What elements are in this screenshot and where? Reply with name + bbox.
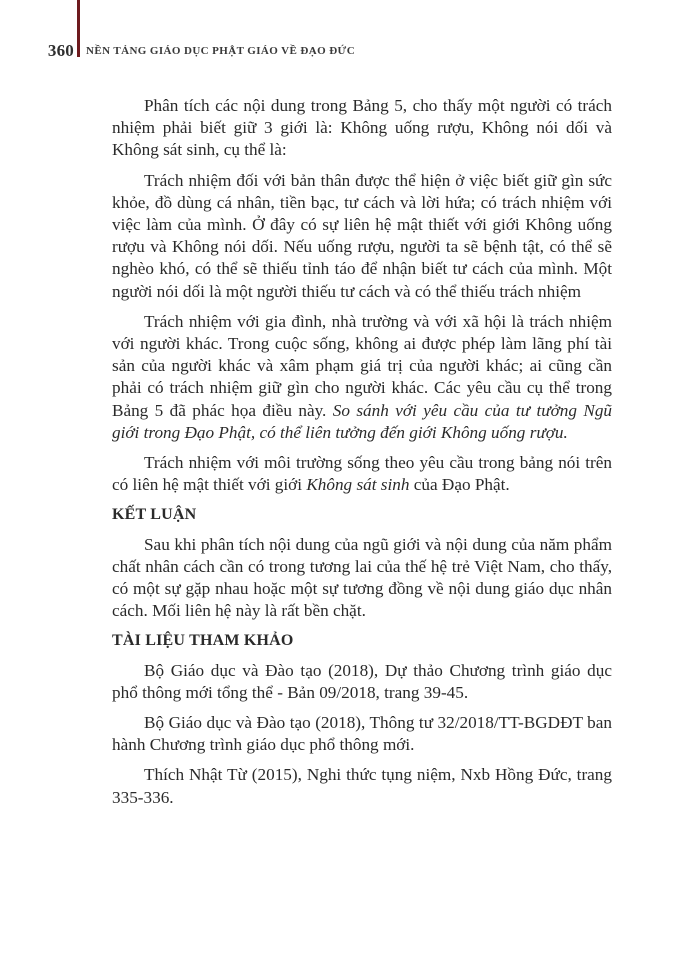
paragraph-text: Trách nhiệm với môi trường sống theo yêu cầu trong bảng nói trên có liên hệ mật thiết với giới xyxy=(112,453,612,495)
paragraph-text: của Đạo Phật. xyxy=(409,475,510,495)
reference-item: Thích Nhật Từ (2015), Nghi thức tụng niệm, Nxb Hồng Đức, trang 335-336. xyxy=(112,765,612,807)
page-body xyxy=(112,95,612,817)
conclusion-heading: KẾT LUẬN xyxy=(112,506,197,524)
conclusion-paragraph: Sau khi phân tích nội dung của ngũ giới và nội dung của năm phẩm chất nhân cách cần có trong tương lai của thế hệ trẻ Việt Nam, cho thấy, có một sự gặp nhau hoặc một sự tương đồng về nội dung giáo dục nhân cách. Mối liên hệ này là rất bền chặt. xyxy=(112,534,612,621)
paragraph-social-responsibility xyxy=(112,311,612,444)
paragraph-environment-responsibility xyxy=(112,452,612,496)
paragraph-italic-text: So sánh với yêu cầu của tư tưởng Ngũ giới trong Đạo Phật, có thể liên tưởng đến giới Không uống rượu. xyxy=(112,400,613,442)
references-heading: TÀI LIỆU THAM KHẢO xyxy=(112,632,294,650)
paragraph-intro: Phân tích các nội dung trong Bảng 5, cho thấy một người có trách nhiệm phải biết giữ 3 giới là: Không uống rượu, Không nói dối và Không sát sinh, cụ thể là: xyxy=(112,96,612,160)
header-accent-rule xyxy=(77,0,80,57)
reference-item: Bộ Giáo dục và Đào tạo (2018), Thông tư 32/2018/TT-BGDĐT ban hành Chương trình giáo dục phổ thông mới. xyxy=(112,713,612,755)
running-title: NỀN TẢNG GIÁO DỤC PHẬT GIÁO VỀ ĐẠO ĐỨC xyxy=(86,45,356,57)
paragraph-text: Trách nhiệm với gia đình, nhà trường và với xã hội là trách nhiệm với người khác. Trong cuộc sống, không ai được phép làm lãng phí tài sản của người khác và xâm phạm giá trị của người khác; ai cũng cần phải có trách nhiệm giữ gìn cho người khác. Các yêu cầu cụ thể trong Bảng 5 đã phác họa điều này. xyxy=(112,311,612,420)
paragraph-self-responsibility: Trách nhiệm đối với bản thân được thể hiện ở việc biết giữ gìn sức khỏe, đồ dùng cá nhân, tiền bạc, tư cách và lời hứa; có trách nhiệm với việc làm của mình. Ở đây có sự liên hệ mật thiết với giới Không uống rượu và Không nói dối. Nếu uống rượu, người ta sẽ bệnh tật, có thể sẽ nghèo khó, có thể sẽ thiếu tỉnh táo để nhận biết tư cách của mình. Một người nói dối là một người thiếu tư cách và có thể thiếu trách nhiệm xyxy=(112,170,612,301)
paragraph-italic-text: Không sát sinh xyxy=(306,475,410,495)
reference-item: Bộ Giáo dục và Đào tạo (2018), Dự thảo Chương trình giáo dục phổ thông mới tổng thể - Bản 09/2018, trang 39-45. xyxy=(112,660,612,702)
page-number: 360 xyxy=(47,41,74,60)
